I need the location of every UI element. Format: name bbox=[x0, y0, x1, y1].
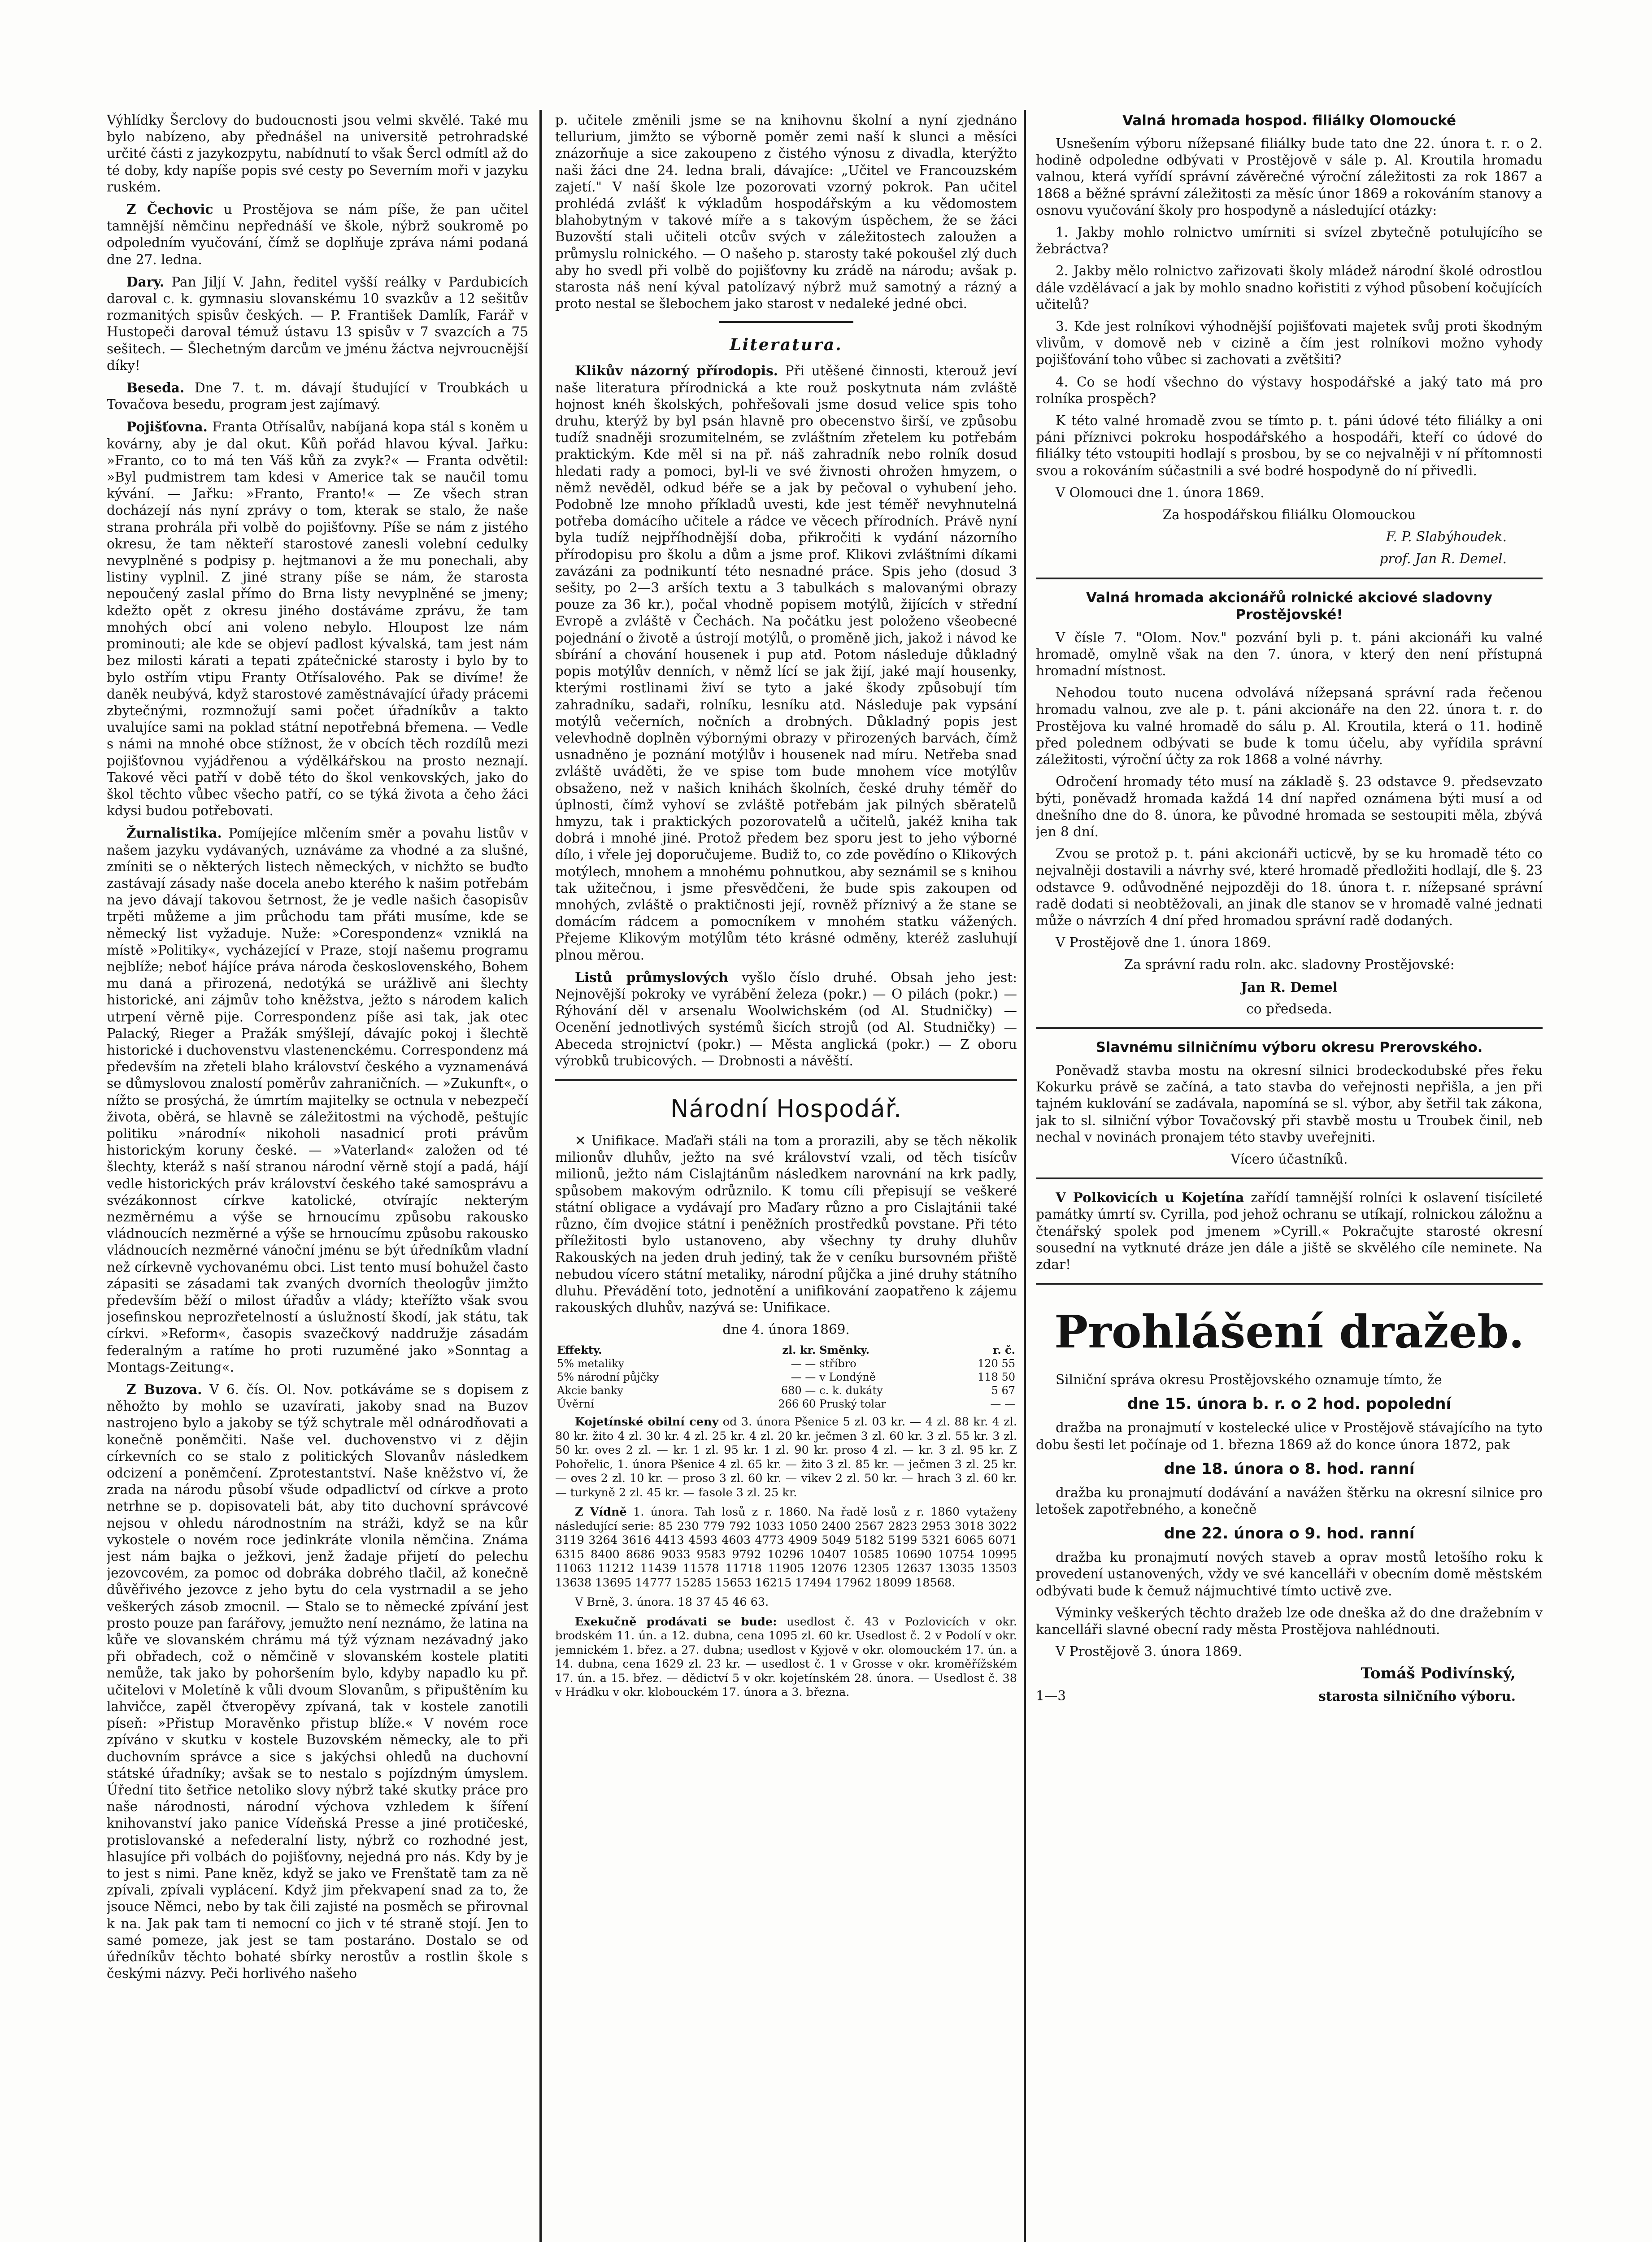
notice-title-silnicni: Slavnému silničnímu výboru okresu Prerovského. bbox=[1096, 1039, 1483, 1056]
news-dary-lead: Dary. bbox=[126, 274, 165, 290]
news-beseda bbox=[107, 379, 528, 413]
table-cell: 5% národní půjčky bbox=[557, 1371, 659, 1384]
unit-left: zl. kr. bbox=[782, 1343, 816, 1357]
table-cell: Úvěrní bbox=[557, 1398, 594, 1411]
article-unifikace-lead: ✕ Unifikace. bbox=[575, 1133, 660, 1148]
table-cell: — — bbox=[791, 1371, 816, 1384]
notice-sladovna-3: Odročení hromady této musí na základě §. 23 odstavce 9. předsevzato býti, poněvadž hromada každá 14 dní napřed oznámena býti musí a od dnešního dne do 8. února, ke původné hromada se sestoupiti měla, zbývá jen 8 dní. bbox=[1036, 774, 1543, 839]
table-cell: 5% metaliky bbox=[557, 1357, 625, 1370]
news-polkovice-text: zařídí tamnější rolníci k oslavení tisícileté památky úmrtí sv. Cyrilla, pod jehož ochranu se utíkají, rolnickou záložnu a čtenářský spolek pod jmenem »Cyrill.« Pokračujte starosté okresní sousední na vytknuté dráze jen dále a jiště se skvělého cíle neminete. Na zdar! bbox=[1036, 1190, 1543, 1272]
lottery-vienna bbox=[555, 1505, 1017, 1590]
header-smenky: Směnky. bbox=[819, 1343, 869, 1357]
unit-right: r. č. bbox=[992, 1343, 1015, 1357]
lottery-brno: V Brně, 3. února. 18 37 45 46 63. bbox=[575, 1595, 769, 1609]
table-cell: Akcie banky bbox=[557, 1384, 624, 1397]
signature-demel: prof. Jan R. Demel. bbox=[1379, 551, 1507, 567]
table-row bbox=[555, 1397, 1017, 1411]
news-beseda-lead: Beseda. bbox=[126, 380, 185, 396]
notice-filialka-intro: Usnešením výboru nížepsané filiálky bude tato dne 22. února t. r. o 2. hodině odpoledne odbývati v Prostějově v sále p. Al. Kroutila hromadu valnou, která vyřídí správní závěrečné výroční záležitosti za rok 1867 a 1868 a běžné správní záležitosti za měsíc únor 1869 a rokováním stanovy a osnovu vyučování školy pro hospodyně a následující otázky: bbox=[1036, 136, 1543, 218]
news-pojistovna-text: Franta Otřísalův, nabíjaná kopa stál s koněm u kovárny, aby je dal okut. Kůň pořád hlavou kýval. Jařku: »Franto, co to má ten Váš kůň za zvyk?« — Franta odvětil: »Byl pudmistrem tam kdesi v Americe tak se naučil tomu kývání. — Jařku: »Franto, Franto!« — Ze všech stran docházejí nás nyní zprávy o tom, kterak se stalo, že naše strana prohrála při volbě do pojišťovny. Píše se nám z jistého okresu, že tam někteří starostové zanesli volební cedulky nevyplněné s podpisy p. hejtmanovi a že mu ponechali, aby listiny vyplnil. Z jiné strany píše se nám, že starosta nepoučený zaslal přímo do Brna listy nevyplněné se jmeny; kdežto opět z okresu jiného dostáváme zprávu, že tam mnohých obcí ani voleno nebylo. Hloupost lze nám prominouti; ale kde se objeví padlost kývalská, tam jest nám bez milosti kárati a tepati zpátečnické starosty i bylo by to bylo ostřím vtipu Franty Otřísalového. Pak se divíme! že daněk neubývá, když starostové zaměstnávající úřady prácemi zbytečnými, rozmnožují sami počet úřadníkův a takto uvalujíce sami na poklad státní nepotřebná břemena. — Vedle s námi na mnohé obce stížnost, že v obcích těch rozdílů mezi pojišťovnou vyjádřenou a výdělkářskou na prosto neznají. Takové věci patří v době této do škol venkovských, jako do škol těchto vůbec všecho patří, co se týká života a čeho žáci kdysi budou potřebovati. bbox=[107, 419, 528, 819]
question-2: 2. Jakby mělo rolnictvo zařizovati školy mládež národní školé odrostlou dále vzdělávací a jak by mohlo snadno kořistiti z výhod působení kočujících učitelů? bbox=[1036, 263, 1543, 312]
news-buzov-continued: p. učitele změnili jsme se na knihovnu školní a nyní zjednáno tellurium, jimžto se výborně poměr zemi naší k slunci a měsíci znázorňuje a sice zakoupeno z čistého výnosu z divadla, kterýžto naši žáci dne 24. ledna brali, dávajíce: „Učitel ve Francouzském zajetí." V naší škole lze pozorovati vzorný pokrok. Pan učitel prohlédá zvlášť k výkladům hospodářským a ku vědomostem blahobytným v takové míře a s takovým úspěchem, že se žáci Buzovští stali učiteli otcův svých v záležitostech zaloužen a průmyslu rolnického. — O našeho p. starosty také pokoušel zlý duch aby ho svedl při volbě do pojišťovny ku zrádě na národu; avšak p. starosta náš není kýval patolízavý nýbrž muž samotný a rázný a proto nestal se šlebochem jako starost v nedaleké jedné obci. bbox=[555, 113, 1017, 312]
section-title-narodni-hospodar: Národní Hospodář. bbox=[670, 1094, 902, 1123]
news-cechovice bbox=[107, 201, 528, 268]
drazby-text-1: dražba na pronajmutí v kostelecké ulice v Prostějově stávajícího na tyto dobu šesti let počínaje od 1. března 1869 až do konce února 1872, pak bbox=[1036, 1420, 1543, 1452]
table-cell: c. k. dukáty bbox=[819, 1384, 883, 1397]
drazby-text-2: dražba ku pronajmutí dodávání a navážen štěrku na okresní silnice pro letošek zapotřebného, a konečně bbox=[1036, 1485, 1543, 1517]
drazby-place: V Prostějově 3. února 1869. bbox=[1056, 1644, 1243, 1660]
divider bbox=[1036, 578, 1543, 579]
table-cell: 266 60 bbox=[778, 1398, 816, 1411]
divider bbox=[1036, 1283, 1543, 1285]
market-date: dne 4. února 1869. bbox=[722, 1322, 850, 1338]
notice-title-sladovna: Valná hromada akcionářů rolnické akciové sladovny Prostějovské! bbox=[1086, 589, 1493, 623]
column-left bbox=[107, 112, 528, 2242]
column-middle bbox=[555, 112, 1017, 2242]
header-effekty: Effekty. bbox=[557, 1343, 602, 1357]
column-rule-1 bbox=[539, 110, 542, 2242]
news-polkovice-lead: V Polkovicích u Kojetína bbox=[1056, 1190, 1244, 1206]
article-sercl: Výhlídky Šerclovy do budoucnosti jsou velmi skvělé. Také mu bylo nabízeno, aby přednášel na universitě petrohradské určité části z jazykozpytu, nabídnutí to však Šercl odmítl až do té doby, kdy napíše popis své cesty po Severním moři v jazyku ruském. bbox=[107, 113, 528, 195]
notice-sladovna-4: Zvou se protož p. t. páni akcionáři ucticvě, by se ku hromadě této co nejvalněji dostavili a návrhy své, které hromadě předložiti hodlají, dle §. 23 odstavce 9. odůvodněné nejpozději do 18. února t. r. nížepsané správní radě dodati si neobtěžovali, an jinak dle stanov se v hromadě valné jednati může o návrzích 4 dní před hromadou správní radě dodaných. bbox=[1036, 846, 1543, 928]
column-right bbox=[1036, 112, 1543, 2242]
notice-title-drazby: Prohlášení dražeb. bbox=[1054, 1305, 1525, 1359]
news-dary-text: Pan Jiljí V. Jahn, ředitel vyšší reálky v Pardubicích daroval c. k. gymnasiu slovanskému 10 svazkův a 12 sešitův rozmanitých spisův českých. — P. František Damlík, Farář v Hustopeči daroval témuž ústavu 13 spisův v 7 svazcích a 75 sešitech. — Šlechetným darcům ve jménu žáctva nejvroucnější díky! bbox=[107, 274, 528, 373]
news-buzov bbox=[107, 1381, 528, 1982]
news-polkovice bbox=[1036, 1189, 1543, 1273]
column-rule-2 bbox=[1024, 110, 1026, 2242]
divider bbox=[1036, 1027, 1543, 1029]
article-unifikace-text: Maďaři stáli na tom a prorazili, aby se těch několik milionův dluhův, ježto na své království vzali, od těch tisícův milionů, ježto nám Cislajtánům následkem narovnání na krk padly, spůsobem makovým odrůznilo. K tomu cíli přepisují se veškeré státní obligace a vydávají pro Maďary různo a pro Cislajtánii také různo, čím dvojice státní i peněžních prostředků povstane. Při této příležitosti bylo ustanoveno, aby všechny ty druhy dluhův Rakouských na jeden druh jediný, tak že v ceníku bursovném přiště nebudou vícero státní metaliky, národní půjčka a jiné druhy státního dluhu. Převádění toto, jednotění a unifikování zaopatřeno k zájemu rakouských dluhův, nazývá se: Unifikace. bbox=[555, 1133, 1017, 1315]
notice-filialka-by: Za hospodářskou filiálku Olomouckou bbox=[1162, 507, 1416, 523]
table-cell: Pruský tolar bbox=[819, 1398, 886, 1411]
article-unifikace bbox=[555, 1133, 1017, 1316]
review-kliku-text: Při utěšené činnosti, kterouž jeví naše literatura přírodnická a kte rouž poskytnuta nám zvláště hojnost knéh školských, pohřešovali jsme dosud velice spis toho druhu, kterýž by byl psán hlavně pro obecenstvo širší, ve způsobu tudíž snadněji srozumitelném, se zvláštním zřetelem ku potřebám praktickým. Kde měl si na př. náš zahradník nebo rolník dosud hledati rady a pomoci, byl-li ve své živnosti ohrožen hmyzem, o němž nevěděl, odkud béře se a jak by pečoval o vyhubení jeho. Podobně lze mnoho příkladů uvesti, kde jest téměř nevyhnutelná potřeba domácího učitele a rádce ve věcech přírodních. Právě nyní byla tudíž nejpříhodnější doba, přikročiti k vydání názorního přírodopisu pro školu a dům a jsme prof. Klikovi zvláštními díkami zavázáni za podnikuntí této nesnadné práce. Spis jeho (dosud 3 sešity, po 2—3 arších textu a 3 tabulkách s malovanými obrazy pouze za 36 kr.), počal vhodně popisem motýlů, žijících v střední Evropě a zvláště v Čechách. Na počátku jest položeno všeobecné pojednání o životě a ústrojí motýlů, o proměně jich, jakož i návod ke sbírání a chování housenek i pup atd. Potom následuje důkladný popis motýlův denních, v němž lící se jak žijí, jaké mají housenky, kterými rostlinami živí se tyto a jaké škody způsobují tím zahradníku, sadaři, rolníku, lesníku atd. Následuje pak vypsání motýlů večerních, nočních a drobných. Důkladný popis jest velevhodně doplněn výbornými obrazy v přirozených barvách, čímž usnadněno je poznání motýlův i housenek nad míru. Netřeba snad zvláště uváděti, že ve spise tom bude mnohem více motýlův obsaženo, než v našich knihách školních, české druhy téměř do úplnosti, čímž vyhoví se zvláště potřebám jak pilných sběratelů hmyzu, tak i praktických pozorovatelů a učitelů, jakéž kniha tak dobrá i mnohé jiné. Protož předem bez sporu jest to jeho výborné dílo, i vřele jej doporučujeme. Budiž to, co zde povědíno o Klikových motýlech, mnohem a mnohému pohnutkou, aby seznámil se s knihou tak užitečnou, i jsme přesvědčeni, že bude spis zakoupen od mnohých, zvláště o praktičnosti její, rovněž příznivý a že stane se domácím rádcem a pomocníkem v mnohém statku vážených. Přejeme Klikovým motýlům této krásné odměny, kteréž zasluhují plnou měrou. bbox=[555, 363, 1017, 963]
drazby-intro: Silniční správa okresu Prostějovského oznamuje tímto, že bbox=[1056, 1372, 1442, 1388]
lottery-vienna-lead: Z Vídně bbox=[575, 1505, 627, 1519]
news-zurnalistika-text: Pomíjejíce mlčením směr a povahu listův v našem jazyku vydávaných, uznáváme za vhodné a za slušné, zmíniti se o některých listech německých, v nichžto se buďto zastávají zásady naše docela anebo kterého k našim potřebám na jevo dávají takovou šetrnost, že je vedle našich časopisův trpěti můžeme a jim průchodu tam přáti musíme, kde se německý list vyžaduje. Nuže: »Corespondenz« vzniklá na místě »Politiky«, vycházející v Praze, stojí našemu programu nejblíže; neboť hájíce práva národa československého, Bohem mu daná a přirozená, nedotýká se urážlivě ani šlechty historické, ani zájmův toho kněžstva, ježto s národem kalich utrpení věrně pije. Correspondenz píše asi tak, jak otec Palacký, Rieger a Pražák smýšlejí, dávajíc pokoj i šlechtě historické i duchovenstvu vlastenenckému. Correspondenz má především na zřeteli blaho království českého a vyznamenává se důmyslovou znalostí poměrův zahraničních. — »Zukunft«, o nížto se prosýchá, že úmrtím majitelky se octnula v nebezpečí života, oběrá, se hlavně se záležitostmi na východě, peštujíc politiku »národní« nikoholi nasadnicí proti právům historickým koruny české. — »Vaterland« založen od té šlechty, kteráž s naší stranou národní věrně stojí a padá, hájí vedle historických práv království českého také samosprávu a svézákonnost církve katolické, otvírajíc nekterým nezměrnému a výše se hrnoucímu způsobu rakousko vládnoucích nezměrné a výše se hrnoucímu způsobu rakousko vládnoucích nezměrné vánoční jménu se být úředníkům vladní než církevně vychovanému obci. List tento musí bohužel často zápasiti se zásadami tak zvaných dvorních theologův jimžto především běží o milost úřadův a vlády; kteřížto však svou josefinskou neprozřetelností a úslužností škodí, jak státu, tak církvi. »Reform«, časopis svazečkový naddružje zásadám federalným a ratíme ho proti ruzuměné jako »Sonntag a Montags-Zeitung«. bbox=[107, 826, 528, 1375]
question-4: 4. Co se hodí všechno do výstavy hospodářské a jaký tato má pro rolníka prospěch? bbox=[1036, 374, 1543, 406]
drazby-number: 1—3 bbox=[1036, 1688, 1066, 1703]
market-kojetin bbox=[555, 1415, 1017, 1500]
table-cell: v Londýně bbox=[819, 1371, 876, 1384]
executions-lead: Exekučně prodávati se bude: bbox=[575, 1615, 777, 1629]
notice-sladovna-1: V čísle 7. "Olom. Nov." pozvání byli p. t. páni akcionáři ku valné hromadě, omylně však na den 7. února, v který den není přístupná hromadní místnost. bbox=[1036, 630, 1543, 679]
drazby-date-1: dne 15. února b. r. o 2 hod. popolední bbox=[1127, 1395, 1452, 1413]
news-buzov-text: V 6. čís. Ol. Nov. potkáváme se s dopisem z něhožto by mohlo se uzavírati, jakoby snad na Buzov nastrojeno bylo a jakoby se týž schytrale měl odnárodňovati a konečně poněmčiti. Naše vel. duchovenstvo vi z dějin církevních co se stalo z politických Slovanův následkem odcizení a poněmčení. Zprotestantství. Naše kněžstvo ví, že zrada na národu působí všude odpadlictví od církve a proto netrhne se p. dopisovateli bát, aby tito duchovní správcové nejsou v ohledu národnostním na stráži, když se na kůr vykostele o novém roce jedinkráte vlonila němčina. Známa jest nám bajka o ježkovi, jenž žadaje přijetí do pelechu jezovcovém, za pomoc od dobráka dobrého tlačil, až konečně důvěřivého jezovce z jeho bytu do cela vystrnadil a se jeho veškerých zásob zmocnil. — Stalo se to německé zpívání jest prosto pouze pan farářovy, jemužto není neznámo, že latina na kůře ve slovanském chrámu má týž význam nezávadný jako při obřadech, což o němčině v slovanském kostele platiti nemůže, tak jako by pohoršením bylo, kdyby napadlo ku př. učitelovi v Moletíně k vůli dvoum Slovanům, s připuštěním ku lahvičce, zapěl čtveropěvy zpívaná, tak v kostele zanotili píseň: »Přistup Moravěnko přistup blíže.« V novém roce zpíváno v skutku v kostele Buzovském německy, ale to při duchovním správce a sice s jakýchsi ohledů na duchovní státské úřadníky; avšak se to nestalo s pojízdným úmyslem. Úřední tito šetřice netoliko slovy nýbrž také skutky práce pro naše národnosti, národní výchova vzhledem k šíření knihovanství jako panice Vídeňská Presse a jiné protičeské, protislovanské a nefederalní listy, nýbrž co rozhodné jest, hlasujíce při volbách do pojišťovny, nejedná pro nás. Kdy by je to jest s nimi. Pane kněz, když se jako ve Frenštatě tam za ně zpívali, zpívali vyplácení. Když jim překvapení snad za to, že jsouce Němci, nebo by tak čili zajisté na posměch se přirovnal k na. Jak pak tam ti nemocní co jich v té straně stojí. Jen to samé pomeze, jak jest se tam postaráno. Dostalo se od úředníkův těchto bohaté sbírky nerostův a rostlin škole s českými názvy. Peči horlivého našeho bbox=[107, 1382, 528, 1981]
table-row bbox=[555, 1357, 1017, 1370]
review-kliku bbox=[555, 362, 1017, 963]
divider bbox=[555, 1079, 1017, 1081]
table-cell: 118 50 bbox=[978, 1371, 1015, 1384]
news-zurnalistika bbox=[107, 825, 528, 1376]
table-cell: — — bbox=[791, 1357, 816, 1370]
review-listy bbox=[555, 969, 1017, 1069]
market-reports bbox=[555, 1415, 1017, 1700]
news-zurnalistika-lead: Žurnalistika. bbox=[126, 825, 222, 841]
notice-title-filialka: Valná hromada hospod. filiálky Olomoucké bbox=[1122, 113, 1456, 129]
table-cell: 120 55 bbox=[978, 1357, 1015, 1370]
drazby-text-4: Výminky veškerých těchto dražeb lze ode dneška až do dne dražebním v kancelláři slavné obecní rady města Prostějova nahlédnouti. bbox=[1036, 1605, 1543, 1637]
table-row bbox=[555, 1384, 1017, 1397]
table-row bbox=[555, 1370, 1017, 1384]
question-1: 1. Jakby mohlo rolnictvo umírniti si svízel zbytečně potulujícího se žebráctva? bbox=[1036, 225, 1543, 257]
news-beseda-text: Dne 7. t. m. dávají študující v Troubkách u Tovačova besedu, program jest zajímavý. bbox=[107, 380, 528, 413]
market-kojetin-lead: Kojetínské obilní ceny bbox=[575, 1415, 719, 1429]
divider bbox=[719, 321, 853, 323]
review-kliku-lead: Klikův názorný přírodopis. bbox=[575, 363, 778, 379]
notice-filialka-invite: K této valné hromadě zvou se tímto p. t. páni údové této filiálky a oni páni příznivci pokroku hospodářského a hospodáři, kteří co údové do filiálky této vstoupiti hodlají s prosbou, by se co nejvalněji v ní přítomnosti svou a rokováním súčastnili a své bodré hospodyně do ní přivedli. bbox=[1036, 413, 1543, 478]
executions-text: usedlost č. 43 v Pozlovicích v okr. brodském 11. ún. a 12. dubna, cena 1095 zl. 60 kr. Usedlost č. 2 v Podolí v okr. jemnickém 1. břez. a 27. dubna; usedlost v Kyjově v okr. olomouckém 17. ún. a 14. dubna, cena 1629 zl. 23 kr. — usedlost č. 1 v Grosse v okr. kroměřížském 17. ún. a 15. břez. — dědictví 5 v okr. kojetínském 28. února. — Usedlost č. 38 v Hrádku v okr. klobouckém 17. února a 3. března. bbox=[555, 1615, 1017, 1699]
news-pojistovna-lead: Pojišťovna. bbox=[126, 419, 208, 435]
notice-sladovna-by: Za správní radu roln. akc. sladovny Prostějovské: bbox=[1124, 957, 1455, 973]
review-listy-lead: Listů průmyslových bbox=[575, 969, 728, 985]
drazby-text-3: dražba ku pronajmutí nových staveb a oprav mostů letošího roku k provedení ustanovených, vždy ve své kancelláři v obecním domě městském odbývati bude k čemuž nájmuchtivé tímto uctivě zve. bbox=[1036, 1550, 1543, 1599]
drazby-date-2: dne 18. února o 8. hod. ranní bbox=[1164, 1460, 1415, 1478]
signature-podivinsky: Tomáš Podivínský, bbox=[1361, 1664, 1516, 1683]
review-listy-text: vyšlo číslo druhé. Obsah jeho jest: Nejnovější pokroky ve vyrábění železa (pokr.) — O pilách (pokr.) — Rýhování děl v arsenalu Woolwichském (od Al. Studničky) — Ocenění jednotlivých systémů šicích strojů (od Al. Studničky) — Abeceda strojnictví (pokr.) — Města anglická (pokr.) — Z oboru výrobků trubicových. — Drobnosti a návěští. bbox=[555, 969, 1017, 1069]
drazby-date-3: dne 22. února o 9. hod. ranní bbox=[1164, 1525, 1415, 1543]
notice-sladovna-place: V Prostějově dne 1. února 1869. bbox=[1056, 935, 1271, 951]
news-pojistovna bbox=[107, 418, 528, 819]
notice-silnicni-text: Poněvadž stavba mostu na okresní silnici brodeckodubské přes řeku Kokurku právě se začíná, a tato stavba do veřejnosti nepřišla, a jen při tajném kuklování se zadávala, napomíná se sl. výbor, aby šetřil tak zákona, jak to sl. silniční výbor Tovačovský při stavbě mostu u Troubek činil, neb nechal v novinách pronajem této stavby uveřejniti. bbox=[1036, 1062, 1543, 1145]
market-kojetin-text: od 3. února Pšenice 5 zl. 03 kr. — 4 zl. 88 kr. 4 zl. 80 kr. žito 4 zl. 30 kr. 4 zl. 25 kr. 4 zl. 20 kr. ječmen 3 zl. 60 kr. 3 zl. 55 kr. 3 zl. 50 kr. oves 2 zl. — kr. 1 zl. 95 kr. 1 zl. 90 kr. proso 4 zl. — kr. 3 zl. 95 kr. Z Pohořelic, 1. února Pšenice 4 zl. 65 kr. — žito 3 zl. 85 kr. — ječmen 3 zl. 25 kr. — oves 2 zl. 10 kr. — proso 3 zl. 60 kr. — vikev 2 zl. 50 kr. — hrach 3 zl. 60 kr. — turkyně 2 zl. 45 kr. — fasole 3 zl. 25 kr. bbox=[555, 1415, 1017, 1499]
notice-sladovna-2: Nehodou touto nucena odvolává nížepsaná správní rada řečenou hromadu valnou, zve ale p. t. páni akcionáře na den 22. února t. r. do Prostějova ku valné hromadě do sálu p. Al. Kroutila, která o 11. hodině před polednem odbývati se bude k tomu účelu, aby vyřídila správní záležitosti, výroční účty za rok 1868 a volné návrhy. bbox=[1036, 685, 1543, 768]
lottery-vienna-text: 1. února. Tah losů z r. 1860. Na řadě losů z r. 1860 vytaženy následující serie: 85 230 779 792 1033 1050 2400 2567 2823 2953 3018 3022 3119 3264 3616 4413 4593 4603 4773 4909 5049 5182 5199 5321 6065 6071 6315 8400 8686 9033 9583 9792 10296 10407 10585 10690 10754 10995 11063 11212 11439 11578 11718 11905 12076 12305 12637 13035 13503 13638 13695 14777 15285 15653 16215 17494 17962 18099 18568. bbox=[555, 1505, 1017, 1590]
notice-silnicni-by: Vícero účastníků. bbox=[1230, 1151, 1348, 1167]
table-cell: 5 67 bbox=[991, 1384, 1015, 1397]
news-dary bbox=[107, 274, 528, 374]
news-buzov-lead: Z Buzova. bbox=[126, 1382, 202, 1398]
signature-demel-bold: Jan R. Demel bbox=[1241, 979, 1338, 995]
news-cechovice-text: u Prostějova se nám píše, že pan učitel tamnější němčinu nepřednáší ve škole, nýbrž soukromě po odpoledním vyučování, čímž se doplňuje zpráva námi podaná dne 27. ledna. bbox=[107, 202, 528, 267]
signature-role-podivinsky: starosta silničního výboru. bbox=[1318, 1688, 1516, 1704]
exchange-table bbox=[555, 1343, 1017, 1411]
section-title-literatura: Literatura. bbox=[730, 335, 843, 355]
drazby-footer bbox=[1036, 1688, 1543, 1704]
signature-slabyhoudek: F. P. Slabýhoudek. bbox=[1386, 529, 1507, 545]
question-3: 3. Kde jest rolníkovi výhodnější pojišťovati majetek svůj proti škodným vlivům, v domově neb v cizině a čím jest rolníkovi možno vyhody pojišťování toho vůbec si zachovati a zvětšiti? bbox=[1036, 319, 1543, 368]
table-cell: stříbro bbox=[819, 1357, 856, 1370]
table-cell: 680 — bbox=[781, 1384, 816, 1397]
table-cell: — — bbox=[990, 1398, 1015, 1411]
executions bbox=[555, 1615, 1017, 1700]
signature-role: co předseda. bbox=[1246, 1001, 1332, 1017]
notice-filialka-place: V Olomouci dne 1. února 1869. bbox=[1056, 485, 1265, 500]
exchange-header bbox=[555, 1343, 1017, 1357]
divider bbox=[1036, 1177, 1543, 1179]
news-cechovice-lead: Z Čechovic bbox=[126, 201, 213, 217]
